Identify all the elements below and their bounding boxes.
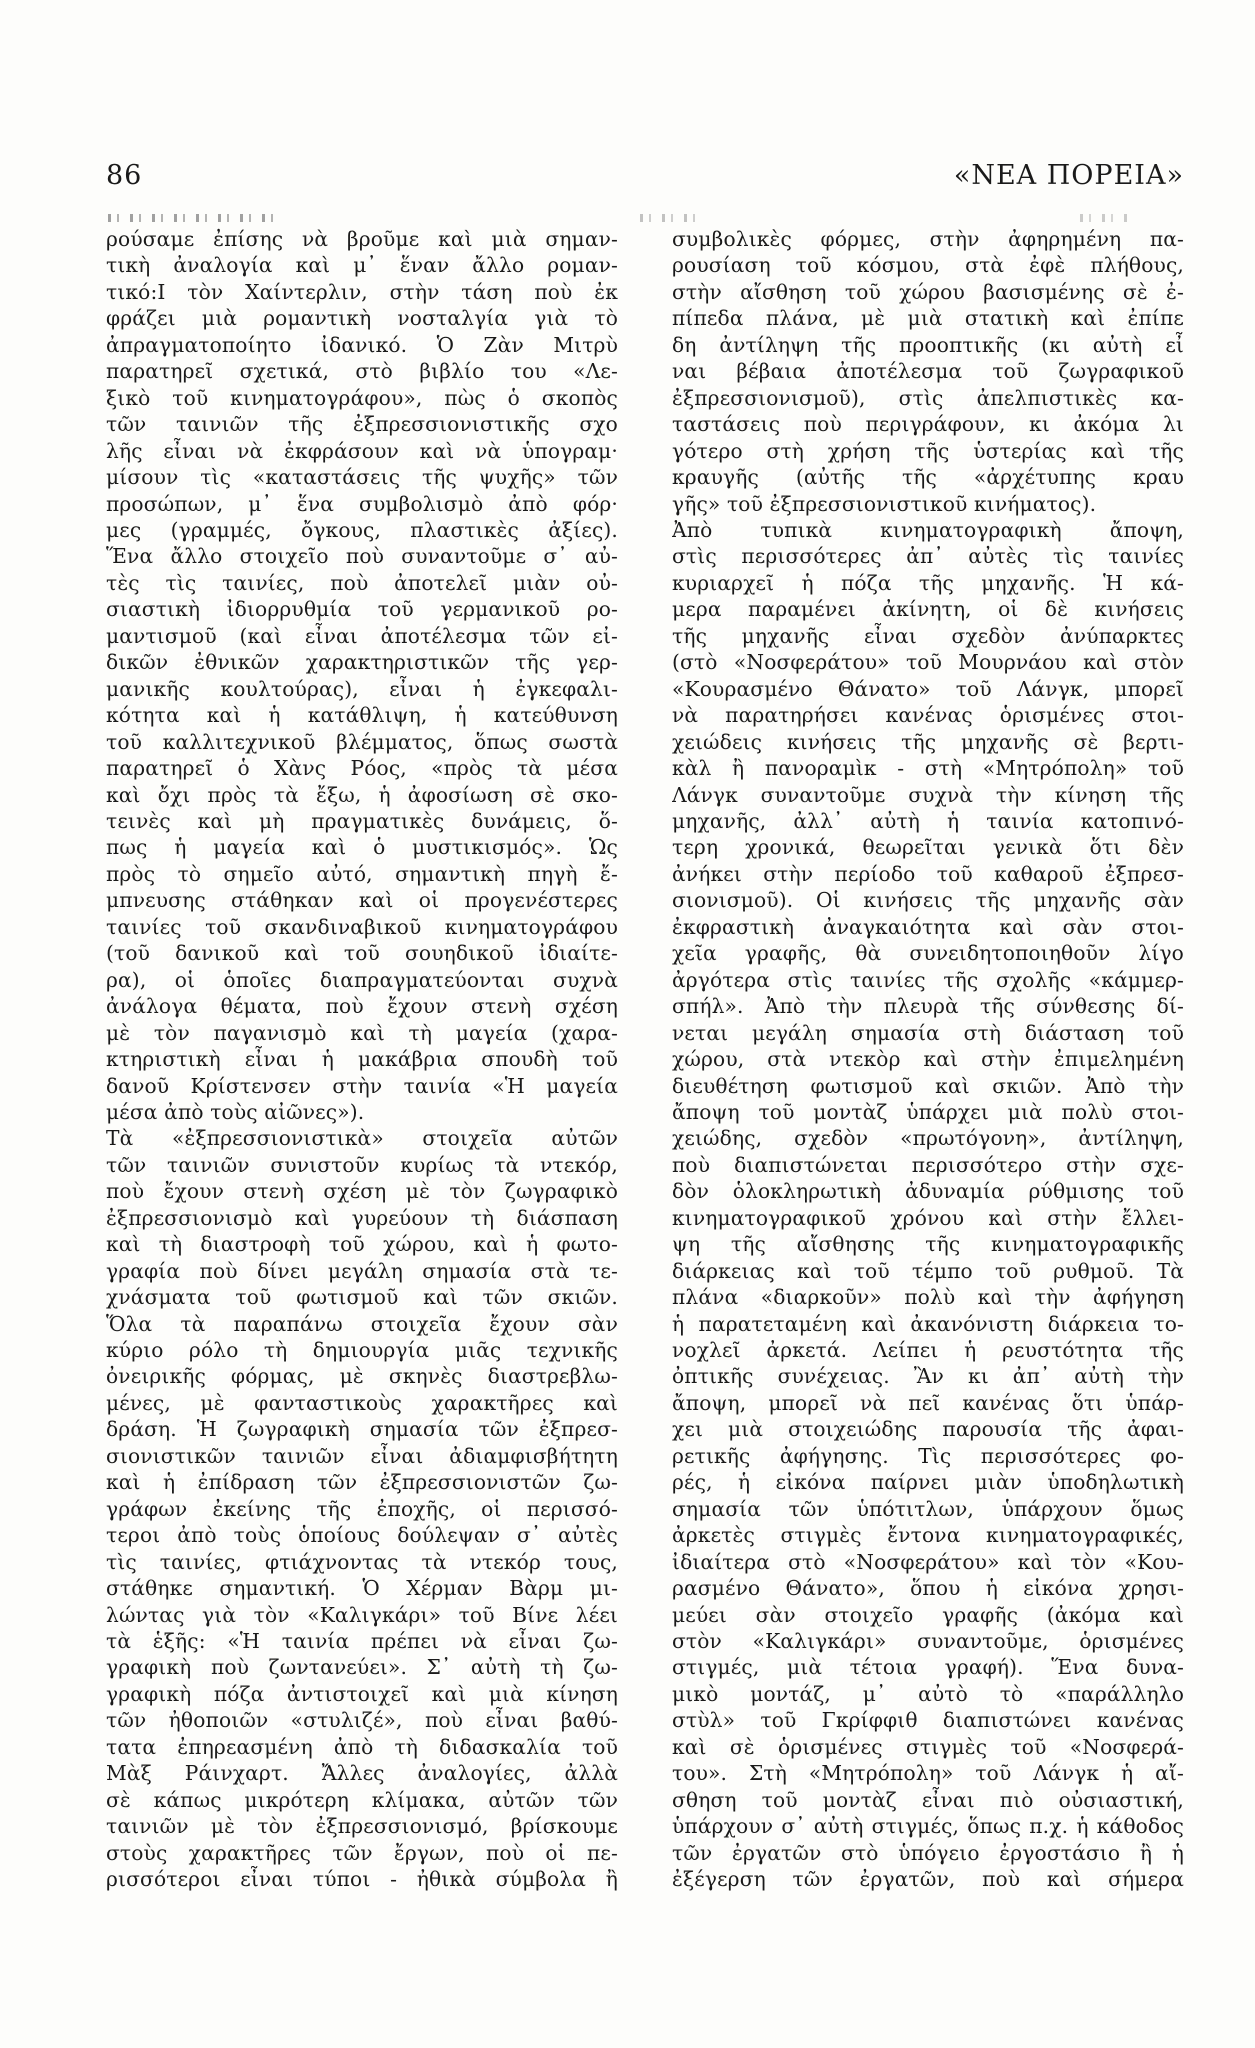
- text-line: σιαστικὴ ἰδιορρυθμία τοῦ γερμανικοῦ ρο-: [106, 597, 618, 622]
- text-line: μανικῆς κουλτούρας), εἶναι ἡ ἐγκεφαλι-: [106, 676, 618, 701]
- text-line: πρὸς τὸ σημεῖο αὐτό, σημαντικὴ πηγὴ ἔ-: [106, 861, 618, 886]
- journal-title: «ΝΕΑ ΠΟΡΕΙΑ»: [953, 160, 1184, 191]
- text-line: χει μιὰ στοιχειώδης παρουσία τῆς ἀφαι-: [672, 1417, 1184, 1442]
- text-line: Λάνγκ συναντοῦμε συχνὰ τὴν κίνηση τῆς: [672, 782, 1184, 807]
- text-line: λῆς εἶναι νὰ ἐκφράσουν καὶ νὰ ὑπογραμ·: [106, 438, 618, 463]
- text-line: μὲ τὸν παγανισμὸ καὶ τὴ μαγεία (χαρα-: [106, 1020, 618, 1045]
- text-line: ἐξπρεσσιονισμὸ καὶ γυρεύουν τὴ διάσπαση: [106, 1205, 618, 1230]
- text-line: ρασμένο Θάνατο», ὅπου ἡ εἰκόνα χρησι-: [672, 1576, 1184, 1601]
- text-line: διάρκειας καὶ τοῦ τέμπο τοῦ ρυθμοῦ. Τὰ: [672, 1258, 1184, 1283]
- text-line: μπνευσης στάθηκαν καὶ οἱ προγενέστερες: [106, 888, 618, 913]
- text-line: κυριαρχεῖ ἡ πόζα τῆς μηχανῆς. Ἡ κά-: [672, 570, 1184, 595]
- text-line: ἐκφραστικὴ ἀναγκαιότητα καὶ σὰν στοι-: [672, 914, 1184, 939]
- text-line: χνάσματα τοῦ φωτισμοῦ καὶ τῶν σκιῶν.: [106, 1285, 618, 1310]
- text-line: ὀπτικῆς συνέχειας. Ἂν κι ἀπ᾽ αὐτὴ τὴν: [672, 1364, 1184, 1389]
- text-line: σιονισμοῦ). Οἱ κινήσεις τῆς μηχανῆς σὰν: [672, 888, 1184, 913]
- text-line: ποὺ ἔχουν στενὴ σχέση μὲ τὸν ζωγραφικὸ: [106, 1179, 618, 1204]
- text-line: (τοῦ δανικοῦ καὶ τοῦ σουηδικοῦ ἰδιαίτε-: [106, 941, 618, 966]
- scan-artifact-left: [108, 214, 278, 222]
- text-line: στὴν αἴσθηση τοῦ χώρου βασισμένης σὲ ἐ-: [672, 279, 1184, 304]
- text-line: γότερο στὴ χρήση τῆς ὑστερίας καὶ τῆς: [672, 438, 1184, 463]
- text-line: «Κουρασμένο Θάνατο» τοῦ Λάνγκ, μπορεῖ: [672, 676, 1184, 701]
- text-line: (στὸ «Νοσφεράτου» τοῦ Μουρνάου καὶ στὸν: [672, 650, 1184, 675]
- text-line: στάθηκε σημαντική. Ὁ Χέρμαν Βὰρμ μι-: [106, 1576, 618, 1601]
- text-line: στιγμές, μιὰ τέτοια γραφή). Ἕνα δυνα-: [672, 1655, 1184, 1680]
- page-number: 86: [106, 160, 143, 191]
- text-line: στὸν «Καλιγκάρι» συναντοῦμε, ὁρισμένες: [672, 1629, 1184, 1654]
- text-line: ρουσίαση τοῦ κόσμου, στὰ ἐφὲ πλήθους,: [672, 253, 1184, 278]
- scan-artifact-center: [640, 214, 700, 222]
- text-line: μαντισμοῦ (καὶ εἶναι ἀποτέλεσμα τῶν εἰ-: [106, 623, 618, 648]
- text-line: ταστάσεις ποὺ περιγράφουν, κι ἀκόμα λι: [672, 412, 1184, 437]
- text-line: γραφικὴ ποὺ ζωντανεύει». Σ᾽ αὐτὴ τὴ ζω-: [106, 1655, 618, 1680]
- text-line: ἐξέγερση τῶν ἐργατῶν, ποὺ καὶ σήμερα: [672, 1867, 1184, 1892]
- text-line: ταινιῶν μὲ τὸν ἐξπρεσσιονισμό, βρίσκουμε: [106, 1814, 618, 1839]
- text-line: ρετικῆς ἀφήγησης. Τὶς περισσότερες φο-: [672, 1443, 1184, 1468]
- text-line: τὲς τὶς ταινίες, ποὺ ἀποτελεῖ μιὰν οὐ-: [106, 570, 618, 595]
- text-line: λώντας γιὰ τὸν «Καλιγκάρι» τοῦ Βίνε λέει: [106, 1602, 618, 1627]
- right-column-text: [672, 226, 1184, 1893]
- text-line: χειώδεις κινήσεις τῆς μηχανῆς σὲ βερτι-: [672, 729, 1184, 754]
- text-line: ἡ παρατεταμένη καὶ ἀκανόνιστη διάρκεια το-: [672, 1311, 1184, 1336]
- text-line: τὶς ταινίες, φτιάχνοντας τὰ ντεκόρ τους,: [106, 1549, 618, 1574]
- text-line: ρές, ἡ εἰκόνα παίρνει μιὰν ὑποδηλωτικὴ: [672, 1470, 1184, 1495]
- text-line: Ἕνα ἄλλο στοιχεῖο ποὺ συναντοῦμε σ᾽ αὐ-: [106, 544, 618, 569]
- text-line: Ἀπὸ τυπικὰ κινηματογραφικὴ ἄποψη,: [672, 517, 1184, 542]
- text-line: τικό:I τὸν Χαίντερλιν, στὴν τάση ποὺ ἐκ: [106, 279, 618, 304]
- text-line: κτηριστικὴ εἶναι ἡ μακάβρια σπουδὴ τοῦ: [106, 1047, 618, 1072]
- text-line: τῆς μηχανῆς εἶναι σχεδὸν ἀνύπαρκτες: [672, 623, 1184, 648]
- text-line: στοὺς χαρακτῆρες τῶν ἔργων, ποὺ οἱ πε-: [106, 1840, 618, 1865]
- text-line: ἀνάλογα θέματα, ποὺ ἔχουν στενὴ σχέση: [106, 994, 618, 1019]
- text-line: ρούσαμε ἐπίσης νὰ βροῦμε καὶ μιὰ σημαν-: [106, 227, 618, 251]
- text-line: πως ἡ μαγεία καὶ ὁ μυστικισμός». Ὡς: [106, 835, 618, 860]
- text-line: τατα ἐπηρεασμένη ἀπὸ τὴ διδασκαλία τοῦ: [106, 1734, 618, 1759]
- text-line: ναι βέβαια ἀποτέλεσμα τοῦ ζωγραφικοῦ: [672, 359, 1184, 384]
- text-line: κότητα καὶ ἡ κατάθλιψη, ἡ κατεύθυνση: [106, 703, 618, 728]
- text-line: κινηματογραφικοῦ χρόνου καὶ στὴν ἔλλει-: [672, 1205, 1184, 1230]
- text-line: καὶ τὴ διαστροφὴ τοῦ χώρου, καὶ ἡ φωτο-: [106, 1232, 618, 1257]
- text-line: κύριο ρόλο τὴ δημιουργία μιᾶς τεχνικῆς: [106, 1338, 618, 1363]
- text-line: ψη τῆς αἴσθησης τῆς κινηματογραφικῆς: [672, 1232, 1184, 1257]
- text-line: γράφων ἐκείνης τῆς ἐποχῆς, οἱ περισσό-: [106, 1496, 618, 1521]
- text-line: καὶ ὄχι πρὸς τὰ ἔξω, ἡ ἀφοσίωση σὲ σκο-: [106, 782, 618, 807]
- text-line: μερα παραμένει ἀκίνητη, οἱ δὲ κινήσεις: [672, 597, 1184, 622]
- text-line: σθηση τοῦ μοντὰζ εἶναι πιὸ οὐσιαστική,: [672, 1787, 1184, 1812]
- text-line: στὶς περισσότερες ἀπ᾽ αὐτὲς τὶς ταινίες: [672, 544, 1184, 569]
- text-line: μεύει σὰν στοιχεῖο γραφῆς (ἀκόμα καὶ: [672, 1602, 1184, 1627]
- text-line: ἐξπρεσσιονισμοῦ), στὶς ἀπελπιστικὲς κα-: [672, 385, 1184, 410]
- text-line: Ὅλα τὰ παραπάνω στοιχεῖα ἔχουν σὰν: [106, 1311, 618, 1336]
- text-line: ἀργότερα στὶς ταινίες τῆς σχολῆς «κάμμερ-: [672, 967, 1184, 992]
- text-line: ἀνήκει στὴν περίοδο τοῦ καθαροῦ ἐξπρεσ-: [672, 861, 1184, 886]
- text-line: ἰδιαίτερα στὸ «Νοσφεράτου» καὶ τὸν «Κου-: [672, 1549, 1184, 1574]
- text-line: σιονιστικῶν ταινιῶν εἶναι ἀδιαμφισβήτητη: [106, 1443, 618, 1468]
- text-line: ἄποψη τοῦ μοντὰζ ὑπάρχει μιὰ πολὺ στοι-: [672, 1099, 1184, 1124]
- text-line: μηχανῆς, ἀλλ᾽ αὐτὴ ἡ ταινία κατοπινό-: [672, 808, 1184, 833]
- text-line: μίσουν τὶς «καταστάσεις τῆς ψυχῆς» τῶν: [106, 465, 618, 490]
- text-line: συμβολικὲς φόρμες, στὴν ἀφηρημένη πα-: [672, 227, 1184, 251]
- text-line: τῶν ταινιῶν τῆς ἐξπρεσσιονιστικῆς σχο: [106, 412, 618, 437]
- scan-artifact-right: [1080, 214, 1130, 222]
- text-line: προσώπων, μ᾽ ἕνα συμβολισμὸ ἀπὸ φόρ·: [106, 491, 618, 516]
- text-line: ἄποψη, μπορεῖ νὰ πεῖ κανένας ὅτι ὑπάρ-: [672, 1390, 1184, 1415]
- text-line: πίπεδα πλάνα, μὲ μιὰ στατικὴ καὶ ἐπίπε: [672, 306, 1184, 331]
- text-line: σπήλ». Ἀπὸ τὴν πλευρὰ τῆς σύνθεσης δί-: [672, 994, 1184, 1019]
- text-line: τῶν ἠθοποιῶν «στυλιζέ», ποὺ εἶναι βαθύ-: [106, 1708, 618, 1733]
- text-line: τικὴ ἀναλογία καὶ μ᾽ ἕναν ἄλλο ρομαν-: [106, 253, 618, 278]
- text-line: δανοῦ Κρίστενσεν στὴν ταινία «Ἡ μαγεία: [106, 1073, 618, 1098]
- text-line: παρατηρεῖ σχετικά, στὸ βιβλίο του «Λε-: [106, 359, 618, 384]
- text-line: χειώδης, σχεδὸν «πρωτόγονη», ἀντίληψη,: [672, 1126, 1184, 1151]
- text-line: διευθέτηση φωτισμοῦ καὶ σκιῶν. Ἀπὸ τὴν: [672, 1073, 1184, 1098]
- text-line: τερη χρονικά, θεωρεῖται γενικὰ ὅτι δὲν: [672, 835, 1184, 860]
- text-line: παρατηρεῖ ὁ Χὰνς Ρόος, «πρὸς τὰ μέσα: [106, 756, 618, 781]
- text-line: ὀνειρικῆς φόρμας, μὲ σκηνὲς διαστρεβλω-: [106, 1364, 618, 1389]
- text-line: τοῦ καλλιτεχνικοῦ βλέμματος, ὅπως σωστὰ: [106, 729, 618, 754]
- text-line: τεροι ἀπὸ τοὺς ὁποίους δούλεψαν σ᾽ αὐτὲς: [106, 1523, 618, 1548]
- text-line: μέσα ἀπὸ τοὺς αἰῶνες»).: [106, 1099, 365, 1124]
- text-line: γραφία ποὺ δίνει μεγάλη σημασία στὰ τε-: [106, 1258, 618, 1283]
- text-line: φράζει μιὰ ρομαντικὴ νοσταλγία γιὰ τὸ: [106, 306, 618, 331]
- text-line: ξικὸ τοῦ κινηματογράφου», πὼς ὁ σκοπὸς: [106, 385, 618, 410]
- text-line: Μὰξ Ράινχαρτ. Ἄλλες ἀναλογίες, ἀλλὰ: [106, 1761, 618, 1786]
- text-line: δὸν ὁλοκληρωτικὴ ἀδυναμία ρύθμισης τοῦ: [672, 1179, 1184, 1204]
- text-line: γραφικὴ πόζα ἀντιστοιχεῖ καὶ μιὰ κίνηση: [106, 1681, 618, 1706]
- text-line: τὰ ἑξῆς: «Ἡ ταινία πρέπει νὰ εἶναι ζω-: [106, 1629, 618, 1654]
- text-line: κὰλ ἢ πανοραμὶκ - στὴ «Μητρόπολη» τοῦ: [672, 756, 1184, 781]
- text-line: χεῖα γραφῆς, θὰ συνειδητοποιηθοῦν λίγο: [672, 941, 1184, 966]
- text-line: καὶ σὲ ὁρισμένες στιγμὲς τοῦ «Νοσφερά-: [672, 1734, 1184, 1759]
- text-line: του». Στὴ «Μητρόπολη» τοῦ Λάνγκ ἡ αἴ-: [672, 1761, 1184, 1786]
- text-line: κραυγῆς (αὐτῆς τῆς «ἀρχέτυπης κραυ: [672, 465, 1184, 490]
- text-line: γῆς» τοῦ ἐξπρεσσιονιστικοῦ κινήματος).: [672, 491, 1097, 516]
- text-line: τῶν ταινιῶν συνιστοῦν κυρίως τὰ ντεκόρ,: [106, 1152, 618, 1177]
- text-line: δη ἀντίληψη τῆς προοπτικῆς (κι αὐτὴ εἶ: [672, 332, 1184, 357]
- text-line: νὰ παρατηρήσει κανένας ὁρισμένες στοι-: [672, 703, 1184, 728]
- text-line: Τὰ «ἐξπρεσσιονιστικὰ» στοιχεῖα αὐτῶν: [106, 1126, 618, 1151]
- text-line: ὑπάρχουν σ᾽ αὐτὴ στιγμές, ὅπως π.χ. ἡ κάθοδος: [672, 1814, 1184, 1839]
- text-line: νεται μεγάλη σημασία στὴ διάσταση τοῦ: [672, 1020, 1184, 1045]
- text-line: στὺλ» τοῦ Γκρίφφιθ διαπιστώνει κανένας: [672, 1708, 1184, 1733]
- text-line: σὲ κάπως μικρότερη κλίμακα, αὐτῶν τῶν: [106, 1787, 618, 1812]
- text-line: πλάνα «διαρκοῦν» πολὺ καὶ τὴν ἀφήγηση: [672, 1285, 1184, 1310]
- text-line: χώρου, στὰ ντεκὸρ καὶ στὴν ἐπιμελημένη: [672, 1047, 1184, 1072]
- running-head: [106, 160, 1184, 200]
- text-line: μικὸ μοντάζ, μ᾽ αὐτὸ τὸ «παράλληλο: [672, 1681, 1184, 1706]
- text-line: ἀρκετὲς στιγμὲς ἔντονα κινηματογραφικές,: [672, 1523, 1184, 1548]
- text-line: νοχλεῖ ἀρκετά. Λείπει ἡ ρευστότητα τῆς: [672, 1338, 1184, 1363]
- text-line: μες (γραμμές, ὄγκους, πλαστικὲς ἀξίες).: [106, 517, 618, 542]
- text-line: τεινὲς καὶ μὴ πραγματικὲς δυνάμεις, ὅ-: [106, 808, 618, 833]
- text-line: ποὺ διαπιστώνεται περισσότερο στὴν σχε-: [672, 1152, 1184, 1177]
- text-line: δικῶν ἐθνικῶν χαρακτηριστικῶν τῆς γερ-: [106, 650, 618, 675]
- text-line: σημασία τῶν ὑπότιτλων, ὑπάρχουν ὅμως: [672, 1496, 1184, 1521]
- text-line: ἀπραγματοποίητο ἰδανικό. Ὁ Ζὰν Μιτρὺ: [106, 332, 618, 357]
- text-line: καὶ ἡ ἐπίδραση τῶν ἐξπρεσσιονιστῶν ζω-: [106, 1470, 618, 1495]
- text-line: ρα), οἱ ὁποῖες διαπραγματεύονται συχνὰ: [106, 967, 618, 992]
- text-line: ρισσότεροι εἶναι τύποι - ἠθικὰ σύμβολα ἢ: [106, 1867, 618, 1892]
- text-line: τῶν ἐργατῶν στὸ ὑπόγειο ἐργοστάσιο ἢ ἡ: [672, 1840, 1184, 1865]
- left-column-text: [106, 226, 618, 1893]
- text-line: δράση. Ἡ ζωγραφικὴ σημασία τῶν ἐξπρεσ-: [106, 1417, 618, 1442]
- text-line: ταινίες τοῦ σκανδιναβικοῦ κινηματογράφου: [106, 914, 618, 939]
- text-line: μένες, μὲ φανταστικοὺς χαρακτῆρες καὶ: [106, 1390, 618, 1415]
